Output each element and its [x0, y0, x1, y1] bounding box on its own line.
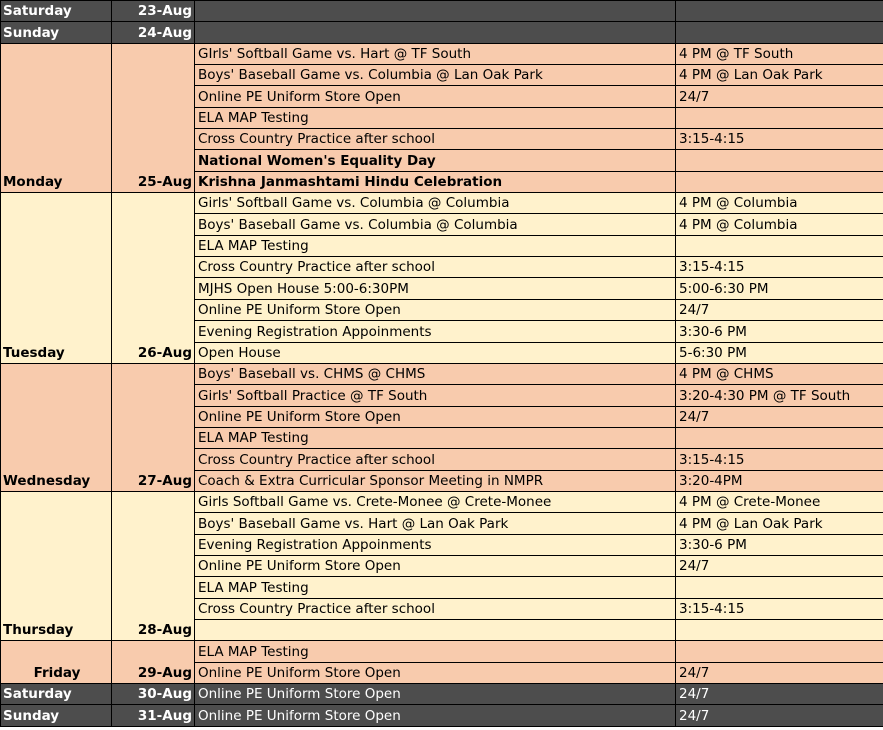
time-cell: 24/7 — [676, 705, 883, 726]
day-cell: Saturday — [1, 1, 112, 22]
date-cell: 27-Aug — [112, 363, 195, 491]
time-cell: 3:20-4:30 PM @ TF South — [676, 385, 883, 406]
time-cell: 4 PM @ Columbia — [676, 193, 883, 214]
event-cell: ELA MAP Testing — [195, 427, 676, 448]
event-cell: GIrls' Softball Game vs. Hart @ TF South — [195, 43, 676, 64]
event-cell: Online PE Uniform Store Open — [195, 705, 676, 726]
event-cell: Girls' Softball Game vs. Columbia @ Columbia — [195, 193, 676, 214]
time-cell — [676, 577, 883, 598]
time-cell — [676, 235, 883, 256]
date-cell: 31-Aug — [112, 705, 195, 726]
event-cell — [195, 1, 676, 22]
event-cell: Online PE Uniform Store Open — [195, 406, 676, 427]
event-cell: Krishna Janmashtami Hindu Celebration — [195, 171, 676, 192]
time-cell: 3:20-4PM — [676, 470, 883, 491]
event-row — [1, 363, 883, 384]
date-cell: 25-Aug — [112, 43, 195, 192]
event-cell: Open House — [195, 342, 676, 363]
event-cell: Boys' Baseball Game vs. Columbia @ Lan Oak Park — [195, 65, 676, 86]
time-cell: 3:15-4:15 — [676, 598, 883, 619]
event-cell: Evening Registration Appoinments — [195, 534, 676, 555]
time-cell: 24/7 — [676, 555, 883, 576]
date-cell: 28-Aug — [112, 491, 195, 640]
weekend-row — [1, 22, 883, 43]
time-cell: 3:15-4:15 — [676, 449, 883, 470]
event-cell: Cross Country Practice after school — [195, 598, 676, 619]
day-cell: Saturday — [1, 684, 112, 705]
event-cell: Cross Country Practice after school — [195, 449, 676, 470]
date-cell: 30-Aug — [112, 684, 195, 705]
weekend-row — [1, 684, 883, 705]
event-cell: Online PE Uniform Store Open — [195, 684, 676, 705]
event-cell: Online PE Uniform Store Open — [195, 555, 676, 576]
weekend-row — [1, 705, 883, 726]
time-cell: 24/7 — [676, 684, 883, 705]
weekend-row — [1, 1, 883, 22]
event-cell — [195, 619, 676, 640]
time-cell: 4 PM @ Lan Oak Park — [676, 513, 883, 534]
time-cell: 4 PM @ CHMS — [676, 363, 883, 384]
event-row — [1, 641, 883, 662]
time-cell: 24/7 — [676, 299, 883, 320]
time-cell: 4 PM @ TF South — [676, 43, 883, 64]
event-cell: ELA MAP Testing — [195, 641, 676, 662]
time-cell: 5:00-6:30 PM — [676, 278, 883, 299]
event-cell: Cross Country Practice after school — [195, 257, 676, 278]
time-cell: 4 PM @ Lan Oak Park — [676, 65, 883, 86]
time-cell: 24/7 — [676, 662, 883, 683]
time-cell — [676, 107, 883, 128]
time-cell: 4 PM @ Columbia — [676, 214, 883, 235]
date-cell: 23-Aug — [112, 1, 195, 22]
day-cell: Sunday — [1, 22, 112, 43]
time-cell: 3:15-4:15 — [676, 257, 883, 278]
event-cell: MJHS Open House 5:00-6:30PM — [195, 278, 676, 299]
time-cell: 3:30-6 PM — [676, 321, 883, 342]
time-cell — [676, 150, 883, 171]
event-row — [1, 491, 883, 512]
event-cell: National Women's Equality Day — [195, 150, 676, 171]
event-cell: Cross Country Practice after school — [195, 129, 676, 150]
time-cell — [676, 22, 883, 43]
event-row — [1, 43, 883, 64]
time-cell — [676, 171, 883, 192]
event-cell — [195, 22, 676, 43]
time-cell — [676, 1, 883, 22]
event-cell: Boys' Baseball Game vs. Columbia @ Columbia — [195, 214, 676, 235]
day-cell: Thursday — [1, 491, 112, 640]
date-cell: 29-Aug — [112, 641, 195, 684]
event-cell: ELA MAP Testing — [195, 235, 676, 256]
event-cell: Girls Softball Game vs. Crete-Monee @ Crete-Monee — [195, 491, 676, 512]
event-cell: Coach & Extra Curricular Sponsor Meeting in NMPR — [195, 470, 676, 491]
event-cell: Boys' Baseball vs. CHMS @ CHMS — [195, 363, 676, 384]
event-cell: Online PE Uniform Store Open — [195, 662, 676, 683]
time-cell: 3:30-6 PM — [676, 534, 883, 555]
date-cell: 26-Aug — [112, 193, 195, 364]
time-cell: 24/7 — [676, 86, 883, 107]
day-cell: Wednesday — [1, 363, 112, 491]
time-cell — [676, 641, 883, 662]
time-cell: 5-6:30 PM — [676, 342, 883, 363]
event-row — [1, 193, 883, 214]
day-cell: Monday — [1, 43, 112, 192]
event-cell: ELA MAP Testing — [195, 107, 676, 128]
day-cell: Friday — [1, 641, 112, 684]
event-cell: Online PE Uniform Store Open — [195, 299, 676, 320]
event-cell: Girls' Softball Practice @ TF South — [195, 385, 676, 406]
event-cell: ELA MAP Testing — [195, 577, 676, 598]
time-cell — [676, 427, 883, 448]
day-cell: Tuesday — [1, 193, 112, 364]
date-cell: 24-Aug — [112, 22, 195, 43]
time-cell — [676, 619, 883, 640]
time-cell: 3:15-4:15 — [676, 129, 883, 150]
day-cell: Sunday — [1, 705, 112, 726]
event-cell: Evening Registration Appoinments — [195, 321, 676, 342]
event-cell: Boys' Baseball Game vs. Hart @ Lan Oak Park — [195, 513, 676, 534]
event-cell: Online PE Uniform Store Open — [195, 86, 676, 107]
time-cell: 24/7 — [676, 406, 883, 427]
time-cell: 4 PM @ Crete-Monee — [676, 491, 883, 512]
